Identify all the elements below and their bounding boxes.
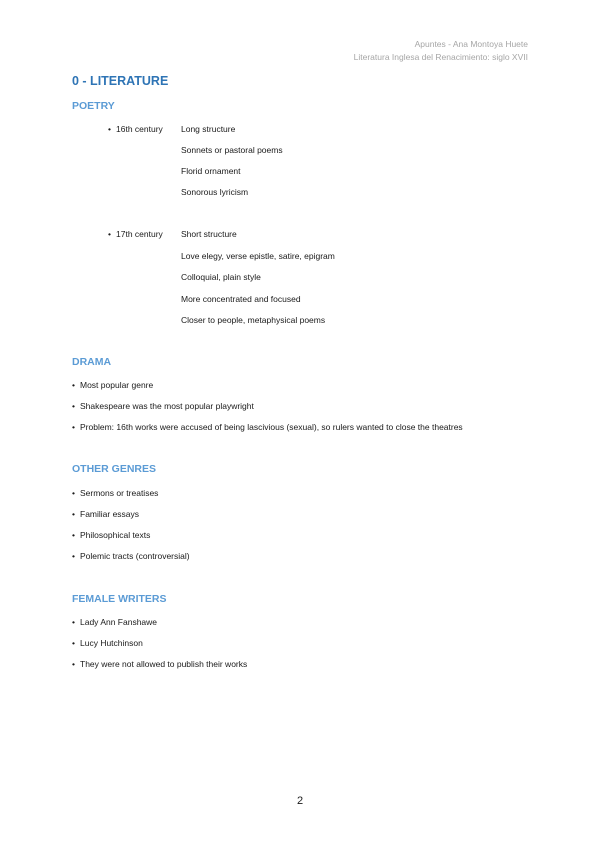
poetry-16th-item: Sonorous lyricism [181,187,249,197]
header-author: Apuntes - Ana Montoya Huete [414,39,528,49]
list-item: • Lady Ann Fanshawe [72,617,158,627]
list-item: • Sermons or treatises [72,488,159,498]
drama-heading: DRAMA [72,356,112,368]
list-item: • They were not allowed to publish their works [72,659,248,669]
poetry-heading: POETRY [72,100,115,112]
list-item: • Philosophical texts [72,530,151,540]
list-item: • Familiar essays [72,509,140,519]
bullet-icon: • [72,530,75,540]
page-number: 2 [296,795,304,807]
bullet-icon: • [72,401,75,411]
bullet-icon: • [72,617,75,627]
bullet-icon: • [72,380,75,390]
bullet-icon: • [72,659,75,669]
poetry-16th-label: • 16th century [108,124,163,134]
poetry-16th-item: Sonnets or pastoral poems [181,145,283,155]
poetry-17th-item: Colloquial, plain style [181,272,261,282]
list-item: • Shakespeare was the most popular playwright [72,401,254,411]
section-title: 0 - LITERATURE [72,74,169,88]
poetry-17th-item: Love elegy, verse epistle, satire, epigram [181,251,335,261]
bullet-icon: • [72,422,75,432]
poetry-17th-item: Short structure [181,229,237,239]
list-item: • Lucy Hutchinson [72,638,143,648]
bullet-icon: • [72,488,75,498]
bullet-icon: • [72,509,75,519]
poetry-17th-item: More concentrated and focused [181,294,301,304]
poetry-17th-label: • 17th century [108,229,163,239]
other-genres-heading: OTHER GENRES [72,463,157,475]
list-item: • Problem: 16th works were accused of being lascivious (sexual), so rulers wanted to close the theatres [72,422,463,432]
list-item: • Most popular genre [72,380,154,390]
list-item: • Polemic tracts (controversial) [72,551,190,561]
poetry-17th-item: Closer to people, metaphysical poems [181,315,326,325]
page-header [354,38,528,64]
poetry-16th-item: Long structure [181,124,236,134]
bullet-icon: • [72,638,75,648]
bullet-icon: • [108,124,111,134]
bullet-icon: • [108,229,111,239]
bullet-icon: • [72,551,75,561]
header-subject: Literatura Inglesa del Renacimiento: siglo XVII [353,52,528,62]
female-writers-heading: FEMALE WRITERS [72,593,167,605]
poetry-16th-item: Florid ornament [181,166,241,176]
